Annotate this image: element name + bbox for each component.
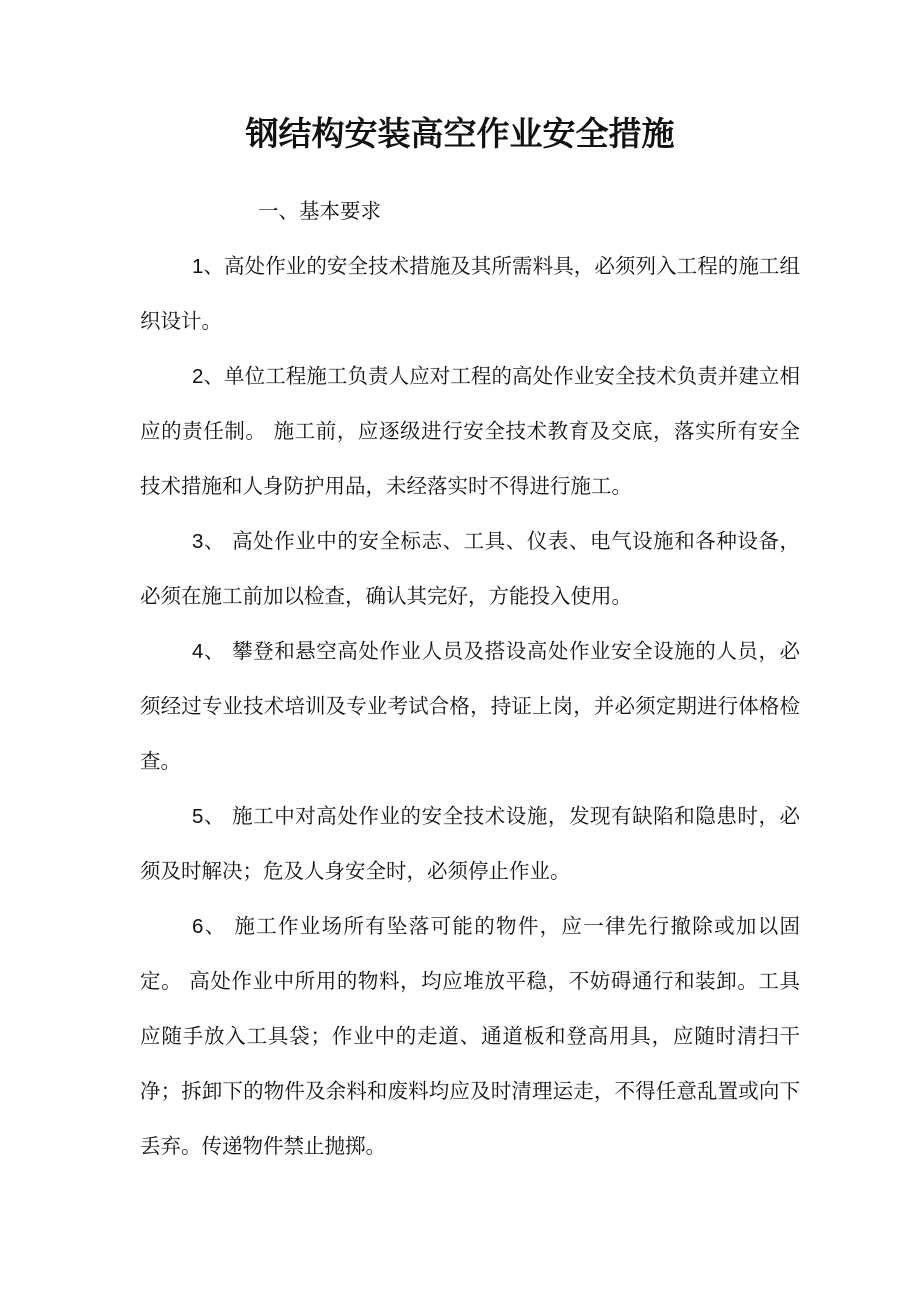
paragraph-text: 、 施工中对高处作业的安全技术设施，发现有缺陷和隐患时，必须及时解决；危及人身安全时，必须停止作业。 <box>140 804 800 883</box>
paragraph-item-6 <box>140 899 800 1174</box>
item-number: 5 <box>192 805 204 828</box>
item-number: 1 <box>192 255 204 278</box>
paragraph-item-3 <box>140 514 800 624</box>
paragraph-text: 、 高处作业中的安全标志、工具、仪表、电气设施和各种设备，必须在施工前加以检查，确认其完好，方能投入使用。 <box>140 529 800 608</box>
item-number: 2 <box>192 365 204 388</box>
document-title: 钢结构安装高空作业安全措施 <box>245 114 675 153</box>
item-number: 3 <box>192 530 204 553</box>
paragraph-text: 、 施工作业场所有坠落可能的物件，应一律先行撤除或加以固定。 高处作业中所用的物料，均应堆放平稳，不妨碍通行和装卸。工具应随手放入工具袋；作业中的走道、通道板和登高用具，应随时清扫干净；拆卸下的物件及余料和废料均应及时清理运走，不得任意乱置或向下丢弃。传递物件禁止抛掷。 <box>140 914 800 1158</box>
paragraph-text: 、 攀登和悬空高处作业人员及搭设高处作业安全设施的人员，必须经过专业技术培训及专业考试合格，持证上岗，并必须定期进行体格检查。 <box>140 639 800 773</box>
paragraph-item-4 <box>140 624 800 789</box>
paragraph-text: 、高处作业的安全技术措施及其所需料具，必须列入工程的施工组织设计。 <box>140 254 800 333</box>
item-number: 4 <box>192 640 204 663</box>
item-number: 6 <box>192 915 204 938</box>
paragraph-item-2 <box>140 349 800 514</box>
paragraph-item-5 <box>140 789 800 899</box>
paragraph-text: 、单位工程施工负责人应对工程的高处作业安全技术负责并建立相应的责任制。 施工前，应逐级进行安全技术教育及交底，落实所有安全技术措施和人身防护用品，未经落实时不得进行施工。 <box>140 364 800 498</box>
section-heading: 一、基本要求 <box>258 199 381 223</box>
document-body <box>140 184 800 1174</box>
paragraph-item-1 <box>140 239 800 349</box>
